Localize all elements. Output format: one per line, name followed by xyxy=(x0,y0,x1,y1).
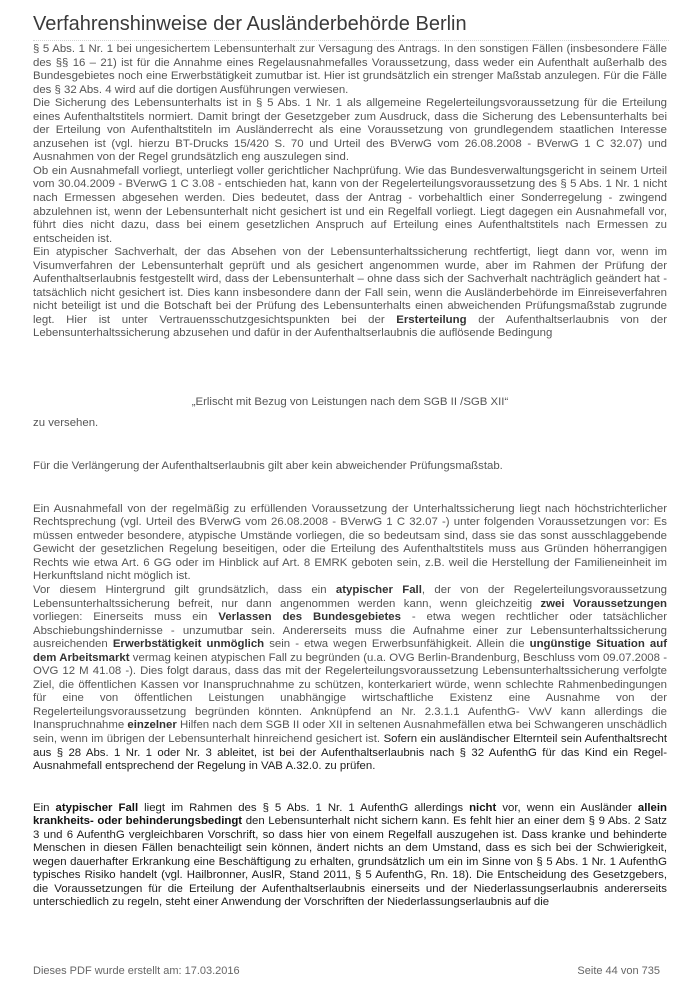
paragraph: § 5 Abs. 1 Nr. 1 bei ungesichertem Lebensunterhalt zur Versagung des Antrags. In den sonstigen Fällen (insbesondere Fälle des §§ 16 – 21) ist für die Annahme eines Regelausnahmefalles Voraussetzung, dass weder ein Aufenthalt außerhalb des Bundesgebietes noch eine Erwerbstätigkeit zumutbar ist. Hier ist grundsätzlich ein strenger Maßstab anzulegen. Für die Fälle des § 32 Abs. 4 wird auf die dortigen Ausführungen verwiesen. xyxy=(33,43,667,96)
paragraph: Ein Ausnahmefall von der regelmäßig zu erfüllenden Voraussetzung der Unterhaltssicherung liegt nach höchstrichterlicher Rechtsprechung (vgl. Urteil des BVerwG vom 26.08.2008 - BVerwG 1 C 32.07 -) unter folgenden Voraussetzungen vor: Es müssen entweder besondere, atypische Umstände vorliegen, die so bedeutsam sind, dass sie das sonst ausschlaggebende Gewicht der gesetzlichen Regelung beseitigen, oder die Erteilung des Aufenthaltstitels muss aus Gründen höherrangigen Rechts wie etwa Art. 6 GG oder im Hinblick auf Art. 8 EMRK geboten sein, z.B. weil die Herstellung der Familieneinheit im Herkunftsland nicht möglich ist. xyxy=(33,502,667,583)
text-run: sein - etwa wegen Erwerbsunfähigkeit. Allein die xyxy=(269,638,525,651)
paragraph: Ob ein Ausnahmefall vorliegt, unterliegt voller gerichtlicher Nachprüfung. Wie das Bundesverwaltungsgericht in seinem Urteil vom 30.04.2009 - BVerwG 1 C 3.08 - entschieden hat, kann von der Regelerteilungsvoraussetzung des § 5 Abs. 1 Nr. 1 nicht nach Ermessen abgesehen werden. Dies bedeutet, dass der Antrag - vorbehaltlich einer Sonderregelung - zwingend abzulehnen ist, wenn der Lebensunterhalt nicht gesichert ist und ein Regelfall vorliegt. Liegt dagegen ein Ausnahmefall vor, führt dies nicht dazu, dass bei einem gesetzlichen Anspruch auf Erteilung eines Aufenthaltstitels nach Ermessen zu entscheiden ist. xyxy=(33,164,667,245)
text-run: Vor diesem Hintergrund gilt grundsätzlich, dass ein xyxy=(33,583,327,596)
text-run: Sofern ein ausländischer Elternteil sein Aufenthaltsrecht aus § 28 Abs. 1 Nr. 1 oder Nr. 3 ableitet, ist bei der Aufenthaltserlaubnis nach § 32 AufenthG für das Kind ein Regel-Ausnahmefall entsprechend der Regelung in VAB A.32.0. zu prüfen. xyxy=(33,732,667,773)
text-run: , der von der Regelerteilungsvoraussetzung Lebensunterhaltssicherung befreit, nur dann angenommen werden kann, wenn gleichzeitig xyxy=(33,583,667,610)
emphasis: Erwerbstätigkeit unmöglich xyxy=(112,638,265,651)
emphasis: atypischer Fall xyxy=(335,583,422,596)
paragraph xyxy=(33,584,667,774)
text-run: vorliegen: Einerseits muss ein xyxy=(33,611,208,624)
page-title: Verfahrenshinweise der Ausländerbehörde Berlin xyxy=(33,10,669,41)
document-body xyxy=(33,43,667,910)
paragraph xyxy=(33,802,667,910)
condition-quote: „Erlischt mit Bezug von Leistungen nach dem SGB II /SGB XII“ xyxy=(191,396,509,409)
emphasis: allein krankheits- oder behinderungsbedingt xyxy=(33,801,667,828)
text-run: der Aufenthaltserlaubnis von der Lebensunterhaltssicherung abzusehen und dafür in der Aufenthaltserlaubnis die auflösende Bedingung xyxy=(33,313,668,340)
text-run: Hilfen nach dem SGB II oder XII in seltenen Ausnahmefällen etwa bei Schwangeren unschädlich sein, wenn im übrigen der Lebensunterhalt hinreichend gesichert ist. xyxy=(33,719,667,745)
emphasis: nicht xyxy=(469,801,497,814)
footer-created-date: Dieses PDF wurde erstellt am: 17.03.2016 xyxy=(33,965,240,977)
emphasis: einzelner xyxy=(127,719,177,732)
text-run: den Lebensunterhalt nicht sichern kann. Es fehlt hier an einer dem § 9 Abs. 2 Satz 3 und 6 AufenthG vergleichbaren Vorschrift, so dass hier von einem Regelfall auszugehen ist. Dass kranke und behinderte Menschen in diesen Fällen benachteiligt sein können, ändert nichts an dem Umstand, dass es sich bei der Schwierigkeit, wegen dauerhafter Erkrankung eine Beschäftigung zu erhalten, grundsätzlich um ein im Sinne von § 5 Abs. 1 Nr. 1 AufenthG typisches Risiko handelt (vgl. Hailbronner, AuslR, Stand 2011, § 5 AufenthG, Rn. 18). Die Entscheidung des Gesetzgebers, die Voraussetzungen für die Erteilung der Aufenthaltserlaubnis einerseits und der Niederlassungserlaubnis andererseits unterschiedlich zu regeln, steht einer Anwendung der Vorschriften der Niederlassungserlaubnis auf die xyxy=(33,815,667,909)
paragraph: Die Sicherung des Lebensunterhalts ist in § 5 Abs. 1 Nr. 1 als allgemeine Regelerteilungsvoraussetzung für die Erteilung eines Aufenthaltstitels normiert. Damit bringt der Gesetzgeber zum Ausdruck, dass die Sicherung des Lebensunterhalts bei der Erteilung von Aufenthaltstiteln im Ausländerrecht als eine Voraussetzung von grundlegendem staatlichen Interesse anzusehen ist (vgl. hierzu BT-Drucks 15/420 S. 70 und Urteil des BVerwG vom 26.08.2008 - BVerwG 1 C 32.07) und Ausnahmen von der Regel grundsätzlich eng auszulegen sind. xyxy=(33,97,667,164)
text-run: vor, wenn ein Ausländer xyxy=(502,801,632,814)
text-run: Ein xyxy=(33,801,50,814)
text-run: liegt im Rahmen des § 5 Abs. 1 Nr. 1 AufenthG allerdings xyxy=(144,801,464,814)
text-run: - etwa wegen rechtlicher oder tatsächlicher Abschiebungshindernisse - unzumutbar sein. Andererseits muss die Aufnahme einer zur Lebensunterhaltssicherung ausreichenden xyxy=(33,611,668,651)
emphasis: Ersterteilung xyxy=(396,313,467,326)
paragraph xyxy=(33,246,667,341)
paragraph: Für die Verlängerung der Aufenthaltserlaubnis gilt aber kein abweichender Prüfungsmaßstab. xyxy=(33,460,503,473)
text-run: Ein atypischer Sachverhalt, der das Absehen von der Lebensunterhaltssicherung rechtfertigt, liegt dann vor, wenn im Visumverfahren der Lebensunterhalt geprüft und als gesichert angenommen wurde, aber im Rahmen der Prüfung der Aufenthaltserlaubnis festgestellt wird, dass der Lebensunterhalt – ohne dass sich der Sachverhalt nachträglich geändert hat - tatsächlich nicht gesichert ist. Dies kann insbesondere dann der Fall sein, wenn die Ausländerbehörde im Einreiseverfahren nicht beteiligt ist und die Botschaft bei der Prüfung des Lebensunterhalts einen abweichenden Prüfungsmaßstab zugrunde legt. Hier ist unter Vertrauensschutzgesichtspunkten bei der xyxy=(33,246,667,326)
emphasis: atypischer Fall xyxy=(55,801,139,814)
emphasis: ungünstige Situation auf dem Arbeitsmarkt xyxy=(33,638,667,664)
emphasis: Verlassen des Bundesgebietes xyxy=(218,611,401,624)
emphasis: zwei Voraussetzungen xyxy=(540,597,667,610)
text-run: vermag keinen atypischen Fall zu begründen (u.a. OVG Berlin-Brandenburg, Beschluss vom 09.07.2008 - OVG 12 M 41.08 -). Dies folgt daraus, dass das mit der Regelerteilungsvoraussetzung Lebensunterhaltssicherung verfolgte Ziel, die öffentlichen Kassen vor Inanspruchnahme zu schützen, konterkariert würde, wenn schlechte Rahmenbedingungen für eine von öffentlichen Leistungen unabhängige wirtschaftliche Existenz eine Ausnahme von der Regelerteilungsvoraussetzung begründen könnten. Anknüpfend an Nr. 2.3.1.1 AufenthG- VwV kann allerdings die Inanspruchnahme xyxy=(33,651,668,732)
footer-page-number: Seite 44 von 735 xyxy=(577,965,660,977)
paragraph: zu versehen. xyxy=(33,416,99,429)
